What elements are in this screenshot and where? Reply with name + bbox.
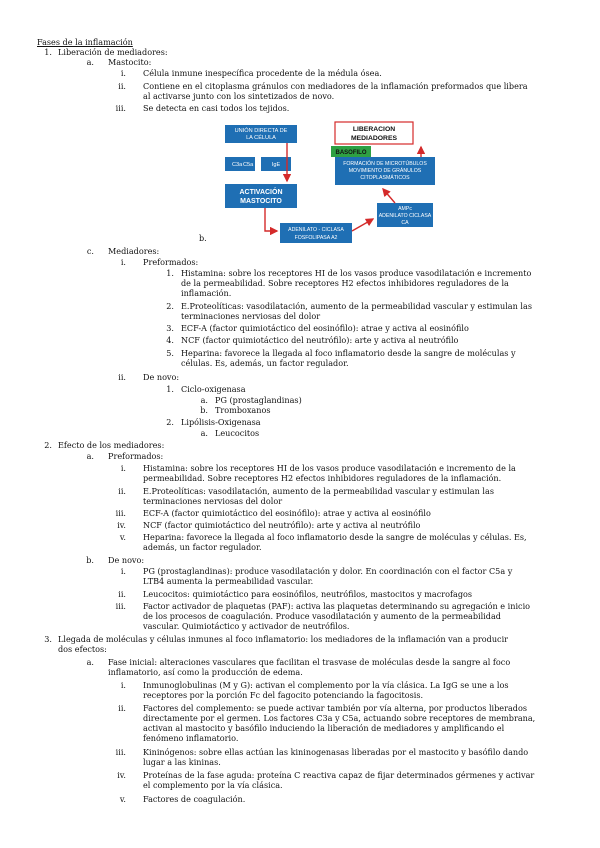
- arrow: [265, 208, 277, 231]
- list-item-text: vascular. Quimiotáctico y activador de neutrófilos.: [143, 621, 350, 631]
- section-heading: Liberación de mediadores:: [58, 47, 168, 57]
- list-letter: b.: [86, 555, 94, 565]
- list-item-text: Histamina: sobre los receptores HI de los vasos produce vasodilatación e incremento: [181, 268, 532, 278]
- list-number: 1.: [166, 384, 174, 394]
- diagram-label: C3a: [232, 162, 243, 168]
- diagram-label: CA: [401, 220, 409, 226]
- list-roman: iii.: [115, 508, 126, 518]
- subsection-heading: De novo:: [108, 555, 145, 565]
- list-item-text: Llegada de moléculas y células inmunes al foco inflamatorio: los mediadores de la inflamación van a producir: [58, 634, 509, 644]
- list-number: 1.: [166, 268, 174, 278]
- arrow: [383, 189, 395, 203]
- list-roman: iii.: [115, 103, 126, 113]
- section-heading: Efecto de los mediadores:: [58, 440, 165, 450]
- list-item-text: terminaciones nerviosas del dolor: [143, 496, 283, 506]
- list-item-text: fenómeno inflamatorio.: [143, 733, 239, 743]
- list-item-text: Inmunoglobulinas (M y G): activan el complemento por la vía clásica. La IgG se une a los: [143, 680, 509, 690]
- list-item-text: Factores del complemento: se puede activar también por vía alterna, por productos liberados: [143, 703, 528, 713]
- list-item-text: permeabilidad. Sobre receptores H2 efectos inhibidores reguladores de la inflamación.: [143, 473, 502, 483]
- list-item-text: terminaciones nerviosas del dolor: [181, 311, 321, 321]
- diagram-label: FORMACIÓN DE MICROTÚBULOS: [343, 161, 427, 167]
- list-roman: v.: [119, 532, 126, 542]
- diagram-label: MOVIMIENTO DE GRÁNULOS: [348, 168, 422, 174]
- subsection-heading: Preformados:: [143, 257, 199, 267]
- arrow: [352, 219, 373, 231]
- list-letter: a.: [86, 451, 94, 461]
- diagram-label: MASTOCITO: [240, 198, 282, 205]
- list-item-text: ECF-A (factor quimiotáctico del eosinófilo): atrae y activa al eosinófilo: [181, 323, 469, 333]
- list-letter: b.: [199, 233, 207, 243]
- list-item-text: Proteínas de la fase aguda: proteína C reactiva capaz de fijar determinados gérmenes y activar: [143, 770, 535, 780]
- list-item-text: ECF-A (factor quimiotáctico del eosinófilo): atrae y activa al eosinófilo: [143, 508, 431, 518]
- list-item-text: Kininógenos: sobre ellas actúan las kininogenasas liberadas por el mastocito y basófilo dando: [143, 747, 529, 757]
- list-item-text: además, un factor regulador.: [143, 542, 262, 552]
- list-number: 3.: [44, 634, 52, 644]
- list-roman: i.: [120, 257, 126, 267]
- list-number: 2.: [44, 440, 52, 450]
- list-roman: i.: [120, 680, 126, 690]
- list-roman: iv.: [117, 520, 126, 530]
- diagram-label: ACTIVACIÓN: [239, 189, 283, 196]
- list-item-text: inflamatorio, así como la producción de edema.: [108, 667, 303, 677]
- list-item-text: Heparina: favorece la llegada al foco inflamatorio desde la sangre de moléculas y: [181, 348, 516, 358]
- diagram-label: IgE: [271, 162, 281, 168]
- list-item-text: Fase inicial: alteraciones vasculares que facilitan el trasvase de moléculas desde la sangre al foco: [108, 657, 511, 667]
- list-item-text: Leucocitos: quimiotáctico para eosinófilos, neutrófilos, mastocitos y macrofagos: [143, 589, 473, 599]
- list-letter: a.: [200, 395, 208, 405]
- list-item-text: Leucocitos: [215, 428, 260, 438]
- list-item-text: Lipólisis-Oxigenasa: [181, 417, 261, 427]
- list-item-text: PG (prostaglandinas): produce vasodilatación y dolor. En coordinación con el factor C5a y: [143, 566, 513, 576]
- list-number: 5.: [166, 348, 174, 358]
- list-roman: iii.: [115, 747, 126, 757]
- list-number: 1.: [44, 47, 52, 57]
- list-item-text: E.Proteolíticas: vasodilatación, aumento de la permeabilidad vascular y estimulan las: [181, 301, 532, 311]
- list-item-text: Contiene en el citoplasma gránulos con mediadores de la inflamación preformados que libera: [143, 81, 528, 91]
- list-roman: ii.: [118, 486, 126, 496]
- list-item-text: activan al mastocito y basófilo induciendo la liberación de mediadores y amplificando el: [143, 723, 505, 733]
- list-item-text: Factor activador de plaquetas (PAF): activa las plaquetas determinando su agregación e inicio: [143, 601, 531, 611]
- list-letter: a.: [86, 57, 94, 67]
- list-item-text: al activarse junto con los sintetizados de novo.: [143, 91, 335, 101]
- diagram-label: ADENILATO - CICLASA: [288, 227, 344, 233]
- list-item-text: Histamina: sobre los receptores HI de los vasos produce vasodilatación e incremento de la: [143, 463, 516, 473]
- list-letter: a.: [86, 657, 94, 667]
- list-roman: i.: [120, 463, 126, 473]
- list-item-text: Factores de coagulación.: [143, 794, 246, 804]
- list-item-text: de los procesos de coagulación. Produce vasodilatación y aumento de la permeabilidad: [143, 611, 501, 621]
- diagram-label: MEDIADORES: [350, 135, 398, 142]
- list-letter: a.: [200, 428, 208, 438]
- list-roman: iv.: [117, 770, 126, 780]
- subsection-heading: Mastocito:: [108, 57, 152, 67]
- diagram-label: FOSFOLIPASA A2: [294, 235, 338, 241]
- diagram-label: C5a: [243, 162, 254, 168]
- list-number: 2.: [166, 301, 174, 311]
- list-roman: i.: [120, 566, 126, 576]
- list-item-text: Célula inmune inespecífica procedente de la médula ósea.: [143, 68, 382, 78]
- list-letter: c.: [86, 246, 94, 256]
- list-item-text: de la permeabilidad. Sobre receptores H2 efectos inhibidores reguladores de la: [181, 278, 509, 288]
- subsection-heading: De novo:: [143, 372, 180, 382]
- list-item-text: inflamación.: [181, 288, 232, 298]
- list-roman: i.: [120, 68, 126, 78]
- diagram-label: LIBERACION: [352, 126, 396, 133]
- list-item-text: Tromboxanos: [215, 405, 271, 415]
- subsection-heading: Preformados:: [108, 451, 164, 461]
- list-number: 3.: [166, 323, 174, 333]
- list-roman: iii.: [115, 601, 126, 611]
- list-roman: v.: [119, 794, 126, 804]
- list-item-text: directamente por el germen. Los factores C3a y C5a, actuando sobre receptores de membrana,: [143, 713, 536, 723]
- list-item-text: PG (prostaglandinas): [215, 395, 302, 405]
- list-item-text: Se detecta en casi todos los tejidos.: [143, 103, 290, 113]
- list-item-text: NCF (factor quimiotáctico del neutrófilo): arte y activa al neutrófilo: [181, 335, 459, 345]
- list-item-text: el complemento por la vía clásica.: [143, 780, 283, 790]
- subsection-heading: Mediadores:: [108, 246, 160, 256]
- diagram-label: UNIÓN DIRECTA DE: [234, 128, 288, 134]
- diagram-label: CITOPLASMÁTICOS: [360, 175, 410, 181]
- list-item-text: E.Proteolíticas: vasodilatación, aumento de la permeabilidad vascular y estimulan las: [143, 486, 494, 496]
- diagram-label: LA CÉLULA: [246, 135, 276, 141]
- list-number: 4.: [166, 335, 174, 345]
- list-item-text: LTB4 aumenta la permeabilidad vascular.: [143, 576, 314, 586]
- list-number: 2.: [166, 417, 174, 427]
- diagram-label: ADENILATO CICLASA: [378, 213, 432, 219]
- list-roman: ii.: [118, 703, 126, 713]
- page-title: Fases de la inflamación: [37, 37, 133, 47]
- list-item-text: dos efectos:: [58, 644, 107, 654]
- list-roman: ii.: [118, 81, 126, 91]
- mediator-release-diagram: [225, 121, 440, 246]
- list-roman: ii.: [118, 372, 126, 382]
- list-item-text: lugar a las kininas.: [143, 757, 221, 767]
- diagram-label: AMPc: [398, 206, 412, 212]
- list-item-text: Heparina: favorece la llegada al foco inflamatorio desde la sangre de moléculas y células. Es,: [143, 532, 527, 542]
- list-item-text: receptores por la porción Fc del fagocito potenciando la fagocitosis.: [143, 690, 424, 700]
- list-letter: b.: [200, 405, 208, 415]
- list-item-text: Ciclo-oxigenasa: [181, 384, 246, 394]
- list-item-text: células. Es, además, un factor regulador.: [181, 358, 349, 368]
- list-roman: ii.: [118, 589, 126, 599]
- list-item-text: NCF (factor quimiotáctico del neutrófilo): arte y activa al neutrófilo: [143, 520, 421, 530]
- diagram-label: BASOFILO: [335, 150, 367, 156]
